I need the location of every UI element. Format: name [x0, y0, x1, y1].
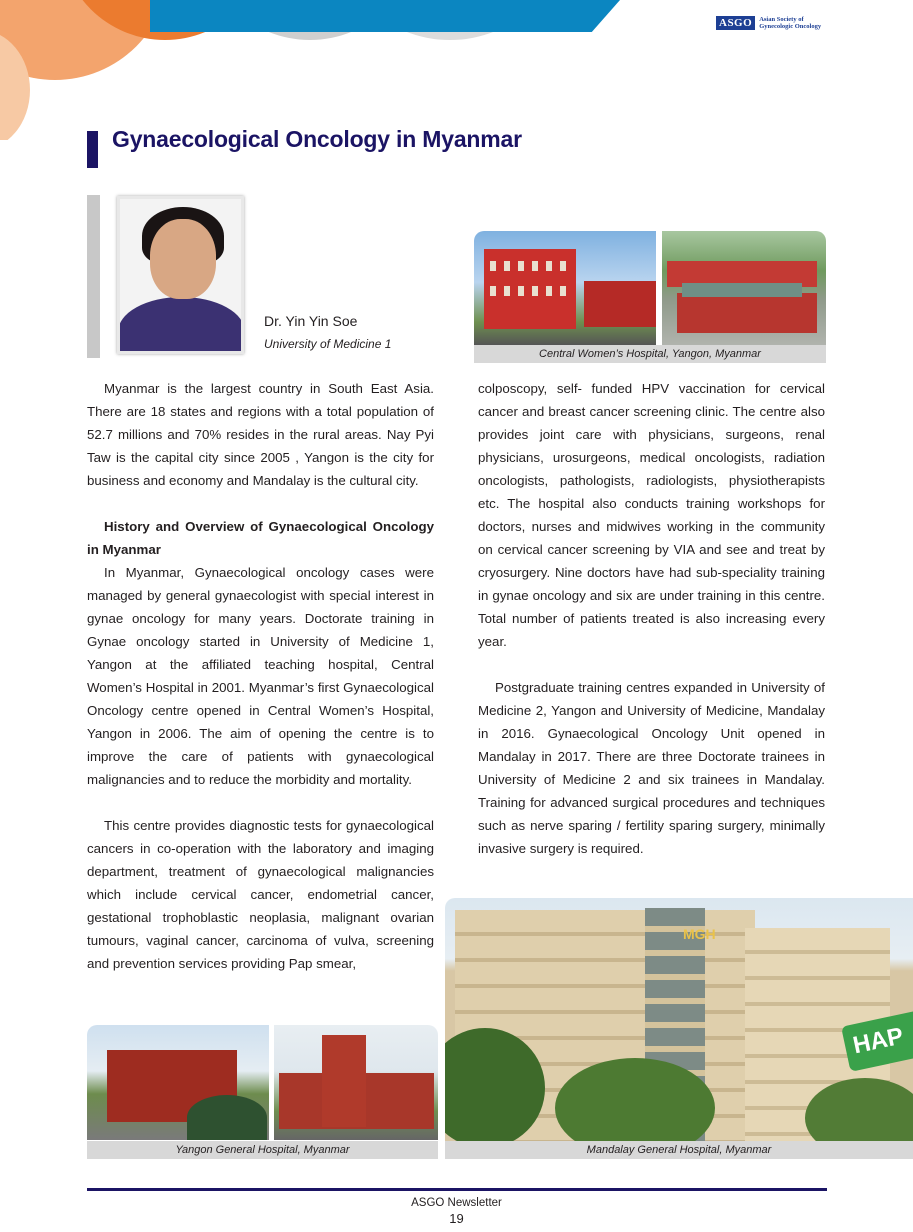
page-number: 19: [449, 1211, 464, 1226]
author-accent-bar: [87, 195, 100, 358]
ygh-photo-street: [87, 1025, 269, 1140]
asgo-logo: [716, 16, 821, 30]
footer-rule: [87, 1188, 827, 1191]
right-column: [478, 377, 825, 860]
logo-mark: ASGO: [716, 16, 755, 30]
photo-windows: [490, 286, 570, 296]
decorative-band: [150, 0, 620, 32]
mgh-photo: [445, 898, 913, 1141]
photo-roof: [682, 283, 802, 297]
photo-building: [584, 281, 656, 327]
cwh-photo-front: [474, 231, 656, 345]
logo-text: [759, 16, 821, 30]
paragraph: colposcopy, self- funded HPV vaccination for cervical cancer and breast cancer screening clinic. The centre also provides joint care with physicians, surgeons, renal physicians, urosurgeons, medical oncologists, radiation oncologists, pathologists, radiologists, physiotherapists etc. The hospital also conducts training workshops for doctors, nurses and midwives working in the community on cervical cancer screening by VIA and see and treat by cryosurgery. Nine doctors have had sub-speciality training in gynae oncology and six are under training in this centre. Total number of patients treated is also increasing every year.: [478, 381, 825, 649]
portrait-body: [118, 297, 244, 354]
logo-text-line1: Asian Society of: [759, 16, 804, 23]
paragraph: Myanmar is the largest country in South East Asia. There are 18 states and regions with a total population of 52.7 millions and 70% resides in the rural areas. Nay Pyi Taw is the capital city since 2005 , Yangon is the city for business and economy and Mandalay is the cultural city.: [87, 381, 434, 488]
author-portrait: [117, 196, 244, 354]
mgh-caption: Mandalay General Hospital, Myanmar: [445, 1141, 913, 1159]
section-heading: History and Overview of Gynaecological Oncology in Myanmar: [87, 519, 434, 557]
paragraph: Postgraduate training centres expanded in University of Medicine 2, Yangon and University of Medicine, Mandalay in 2016. Gynaecological Oncology Unit opened in Mandalay in 2017. There are three Doctorate trainees in University of Medicine 2 and six trainees in Mandalay. Training for advanced surgical procedures and techniques such as nerve sparing / fertility sparing surgery, minimally invasive surgery is required.: [478, 680, 825, 856]
article-title: Gynaecological Oncology in Myanmar: [112, 126, 522, 152]
cwh-photo-aerial: [662, 231, 826, 345]
ygh-caption: Yangon General Hospital, Myanmar: [87, 1141, 438, 1159]
mgh-banner-text: HAP: [850, 1022, 906, 1060]
cwh-caption: Central Women’s Hospital, Yangon, Myanmar: [474, 345, 826, 363]
photo-windows: [490, 261, 570, 271]
paragraph: In Myanmar, Gynaecological oncology cases were managed by general gynaecologist with special interest in gynae oncology for many years. Doctorate training in Gynae oncology started in University of Medicine 1, Yangon at the affiliated teaching hospital, Central Women’s Hospital in 2001. Myanmar’s first Gynaecological Oncology centre opened in Central Women’s Hospital, Yangon in 2006. The aim of opening the centre is to improve the care of patients with gynaecological malignancies and to reduce the morbidity and mortality.: [87, 565, 434, 787]
photo-tree: [187, 1095, 267, 1140]
author-affiliation: University of Medicine 1: [264, 337, 392, 351]
portrait-face: [150, 219, 216, 299]
photo-building: [677, 293, 817, 333]
photo-tower: [322, 1035, 366, 1127]
ygh-photo-tower: [274, 1025, 438, 1140]
footer-newsletter: ASGO Newsletter: [411, 1197, 502, 1209]
logo-text-line2: Gynecologic Oncology: [759, 23, 822, 30]
author-name: Dr. Yin Yin Soe: [264, 313, 358, 329]
left-column: [87, 377, 434, 975]
mgh-sign: MGH: [683, 926, 716, 942]
title-accent-bar: [87, 131, 98, 168]
paragraph: This centre provides diagnostic tests for gynaecological cancers in co-operation with the laboratory and imaging department, treatment of gynaecological malignancies which include cervical cancer, endometrial cancer, gestational trophoblastic neoplasia, malignant ovarian tumours, vaginal cancer, carcinoma of vulva, screening and prevention services providing Pap smear,: [87, 818, 434, 971]
